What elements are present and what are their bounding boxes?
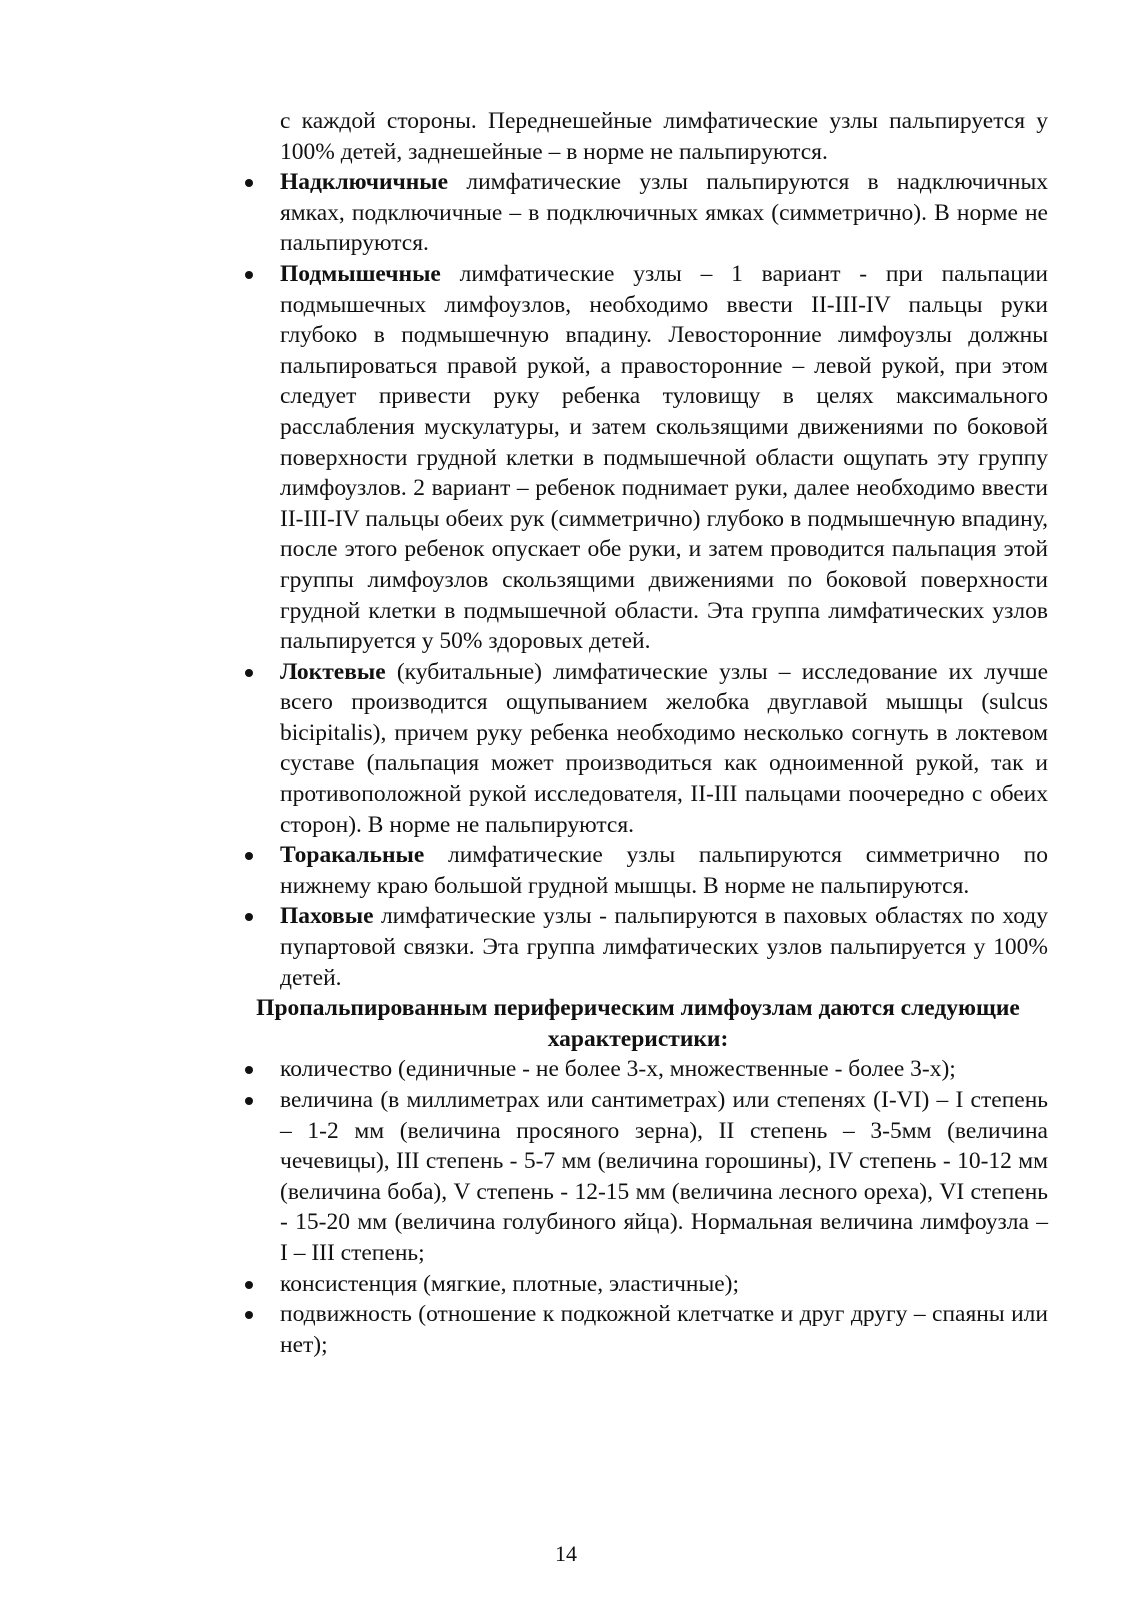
bullet-icon xyxy=(245,852,253,860)
characteristic-text: подвижность (отношение к подкожной клетчатке и друг другу – спаяны или нет); xyxy=(280,1301,1048,1358)
bullet-icon xyxy=(245,669,253,677)
node-group-term: Подмышечные xyxy=(280,260,441,287)
node-group-term: Торакальные xyxy=(280,842,425,869)
characteristics-heading: Пропальпированным периферическим лимфоузлам даются следующие характеристики: xyxy=(256,995,1020,1052)
list-item xyxy=(228,840,1048,901)
characteristic-text: количество (единичные - не более 3-х, множественные - более 3-х); xyxy=(280,1056,956,1083)
list-item xyxy=(228,1085,1048,1269)
node-group-term: Паховые xyxy=(280,903,374,930)
bullet-icon xyxy=(245,179,253,187)
list-item xyxy=(228,167,1048,259)
characteristics-list xyxy=(228,1054,1048,1360)
bullet-icon xyxy=(245,1311,253,1319)
bullet-icon xyxy=(245,1097,253,1105)
opening-paragraph: с каждой стороны. Переднешейные лимфатические узлы пальпируется у 100% детей, заднешейные – в норме не пальпируются. xyxy=(280,108,1048,165)
list-item xyxy=(228,657,1048,841)
bullet-icon xyxy=(245,1066,253,1074)
node-group-list xyxy=(228,167,1048,993)
list-item xyxy=(228,1269,1048,1300)
node-group-term: Локтевые xyxy=(280,658,386,685)
node-group-text: (кубитальные) лимфатические узлы – исследование их лучше всего производится ощупыванием желобка двуглавой мышцы (sulcus bicipitalis), причем руку ребенка необходимо несколько согнуть в локтевом суставе (пальпация может производиться как одноименной рукой, так и противоположной рукой исследователя, II-III пальцами поочередно с обеих сторон). В норме не пальпируются. xyxy=(280,658,1048,838)
node-group-text: лимфатические узлы – 1 вариант - при пальпации подмышечных лимфоузлов, необходимо ввести II-III-IV пальцы руки глубоко в подмышечную впадину. Левосторонние лимфоузлы должны пальпироваться правой рукой, а правосторонние – левой рукой, при этом следует привести руку ребенка туловищу в целях максимального расслабления мускулатуры, и затем скользящими движениями по боковой поверхности грудной клетки в подмышечной области ощупать эту группу лимфоузлов. 2 вариант – ребенок поднимает руки, далее необходимо ввести II-III-IV пальцы обеих рук (симметрично) глубоко в подмышечную впадину, после этого ребенок опускает обе руки, и затем проводится пальпация этой группы лимфоузлов скользящими движениями по боковой поверхности грудной клетки в подмышечной области. Эта группа лимфатических узлов пальпируется у 50% здоровых детей. xyxy=(280,260,1048,655)
list-item xyxy=(228,1299,1048,1360)
bullet-icon xyxy=(245,913,253,921)
bullet-icon xyxy=(245,271,253,279)
node-group-text: лимфатические узлы - пальпируются в паховых областях по ходу пупартовой связки. Эта группа лимфатических узлов пальпируется у 100% детей. xyxy=(280,903,1048,991)
characteristic-text: консистенция (мягкие, плотные, эластичные); xyxy=(280,1270,740,1297)
page-number: 14 xyxy=(555,1541,577,1566)
node-group-text: лимфатические узлы пальпируются в надключичных ямках, подключичные – в подключичных ямках (симметрично). В норме не пальпируются. xyxy=(280,169,1048,257)
bullet-icon xyxy=(245,1281,253,1289)
list-item xyxy=(228,901,1048,993)
node-group-text: лимфатические узлы пальпируются симметрично по нижнему краю большой грудной мышцы. В норме не пальпируются. xyxy=(280,842,1048,899)
characteristic-text: величина (в миллиметрах или сантиметрах) или степенях (I-VI) – I степень – 1-2 мм (величина просяного зерна), II степень – 3-5мм (величина чечевицы), III степень - 5-7 мм (величина горошины), IV степень - 10-12 мм (величина боба), V степень - 12-15 мм (величина лесного ореха), VI степень - 15-20 мм (величина голубиного яйца). Нормальная величина лимфоузла – I – III степень; xyxy=(280,1087,1048,1266)
node-group-term: Надключичные xyxy=(280,169,449,196)
text-column xyxy=(228,106,1048,1360)
list-item xyxy=(228,1054,1048,1085)
list-item xyxy=(228,259,1048,657)
